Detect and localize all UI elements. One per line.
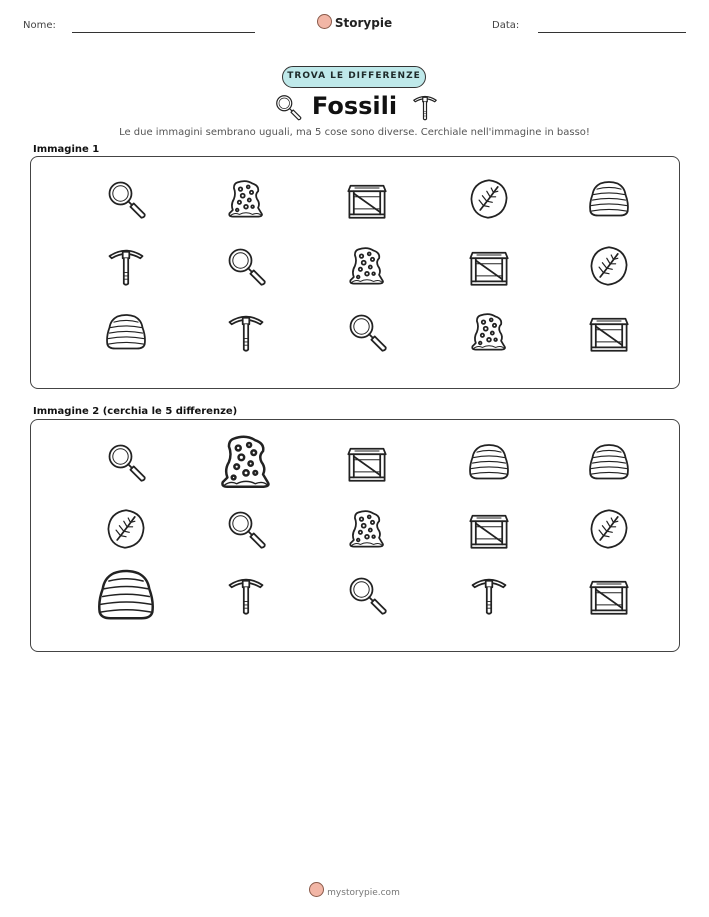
name-line[interactable] [72, 32, 255, 33]
image2-rock-layers-icon[interactable] [95, 564, 157, 626]
bear-logo-icon [317, 14, 332, 29]
date-line[interactable] [538, 32, 686, 33]
footer-url: mystorypie.com [327, 888, 400, 898]
image1-leaf-fossil-icon [587, 244, 631, 288]
image1-crate-icon [345, 177, 389, 221]
image2-leaf-fossil-icon[interactable] [104, 507, 148, 551]
name-label: Nome: [23, 20, 56, 31]
image2-crate-icon[interactable] [587, 573, 631, 617]
image1-fossil-rock-icon [345, 244, 389, 288]
image2-rock-layers-icon[interactable] [587, 440, 631, 484]
image1-pickaxe-icon [104, 244, 148, 288]
image1-crate-icon [467, 244, 511, 288]
image1-fossil-rock-icon [467, 310, 511, 354]
bear-logo-icon [309, 882, 324, 897]
image2-rock-layers-icon[interactable] [467, 440, 511, 484]
image2-fossil-rock-icon[interactable] [345, 507, 389, 551]
page-title: Fossili [311, 92, 398, 120]
image2-label: Immagine 2 (cerchia le 5 differenze) [33, 406, 238, 417]
image1-pickaxe-icon [224, 310, 268, 354]
instructions: Le due immagini sembrano uguali, ma 5 cose sono diverse. Cerchiale nell'immagine in basso! [119, 127, 590, 138]
image1-magnifier-icon [104, 177, 148, 221]
image1-magnifier-icon [345, 310, 389, 354]
brand-logo [0, 14, 709, 30]
image2-panel[interactable] [30, 419, 680, 652]
image2-magnifier-icon[interactable] [224, 507, 268, 551]
image1-label: Immagine 1 [33, 144, 100, 155]
image2-magnifier-icon[interactable] [345, 573, 389, 617]
image1-rock-layers-icon [104, 310, 148, 354]
image2-crate-icon[interactable] [345, 440, 389, 484]
image2-pickaxe-icon[interactable] [224, 573, 268, 617]
footer [0, 882, 709, 898]
image1-crate-icon [587, 310, 631, 354]
image1-magnifier-icon [224, 244, 268, 288]
image2-crate-icon[interactable] [467, 507, 511, 551]
image1-fossil-rock-icon [224, 177, 268, 221]
image2-fossil-rock-icon[interactable] [215, 431, 277, 493]
image2-magnifier-icon[interactable] [104, 440, 148, 484]
image1-leaf-fossil-icon [467, 177, 511, 221]
pickaxe-icon [410, 92, 440, 122]
image2-pickaxe-icon[interactable] [467, 573, 511, 617]
date-label: Data: [492, 20, 520, 31]
image1-panel [30, 156, 680, 389]
image2-leaf-fossil-icon[interactable] [587, 507, 631, 551]
brand-name: Storypie [334, 16, 393, 30]
activity-badge: TROVA LE DIFFERENZE [282, 66, 426, 88]
image1-rock-layers-icon [587, 177, 631, 221]
